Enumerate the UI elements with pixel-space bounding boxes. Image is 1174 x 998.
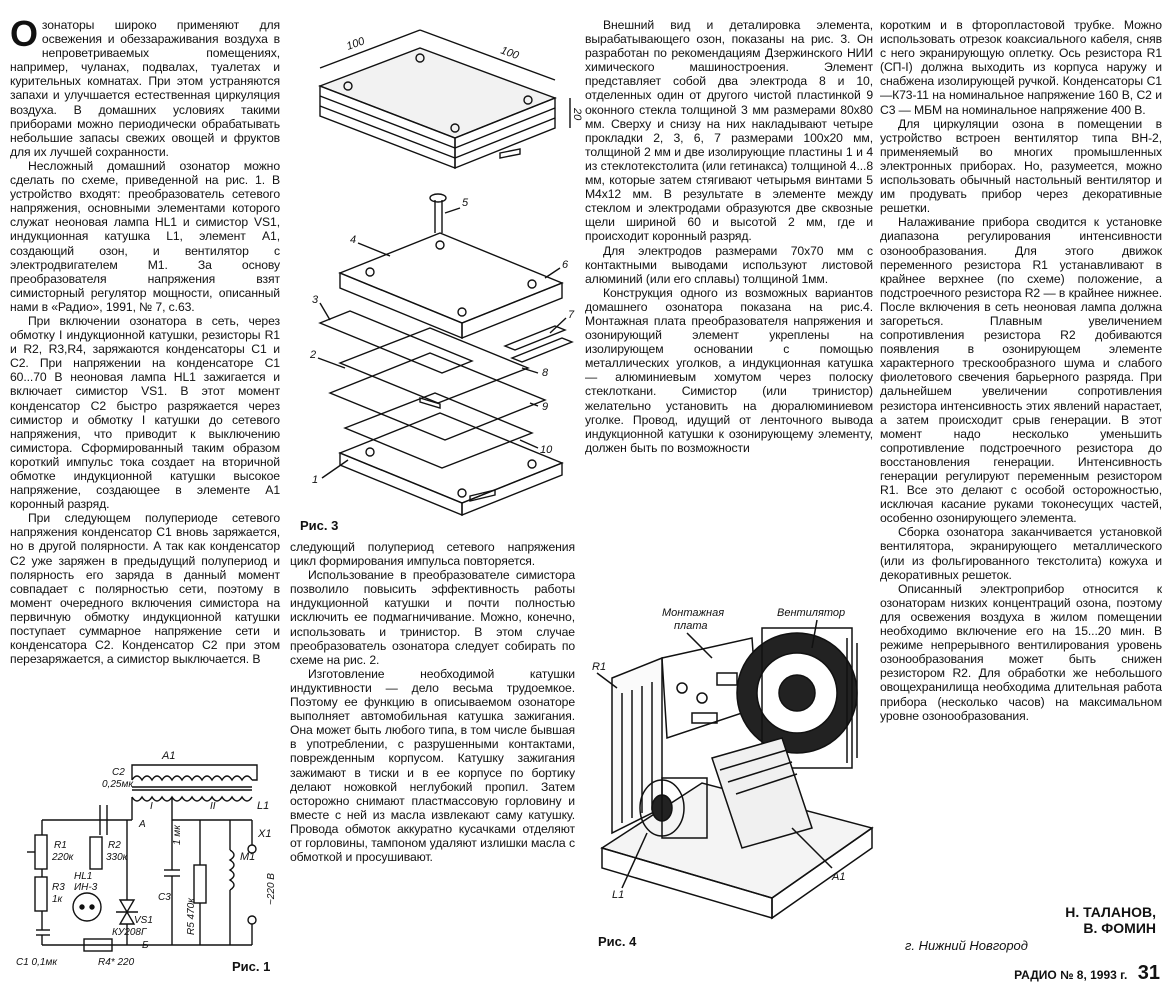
label-x1: X1 xyxy=(258,828,272,840)
part-4-label: 4 xyxy=(350,234,357,246)
paragraph: Озонаторы широко применяют для освежения и обеззараживания воздуха в непроветриваемых помещениях, например, чуланах, подвалах, туалетах и курительных комнатах. При этом устраняются запахи и улучшается естественная циркуляция воздуха. В домашних условиях такими приборами можно периодически обрабатывать небольшие запасы свежих овощей и фруктов для их лучшей сохранности. xyxy=(10,13,280,159)
part-10-label: 10 xyxy=(540,444,553,456)
part-8-label: 8 xyxy=(542,367,549,379)
label-mains-voltage: ~220 В xyxy=(266,873,277,905)
label-a1: A1 xyxy=(832,871,846,883)
dim-width: 100 xyxy=(498,44,521,63)
figure-4-device-drawing xyxy=(592,598,882,928)
label-c3-value: 1 мк xyxy=(172,825,183,845)
label-r1: R1 xyxy=(54,840,67,851)
journal-issue: РАДИО № 8, 1993 г. xyxy=(1014,968,1128,982)
drop-cap: О xyxy=(10,13,38,54)
article-column-3 xyxy=(585,18,873,455)
label-l1: L1 xyxy=(257,800,270,812)
figure-3-caption: Рис. 3 xyxy=(300,518,339,533)
label-r5: R5 470к xyxy=(186,898,197,935)
figure-1-schematic xyxy=(12,745,287,970)
author-name: В. ФОМИН xyxy=(1083,920,1156,936)
paragraph: Несложный домашний озонатор можно сделать по схеме, приведенной на рис. 1. В устройство входят: преобразователь сетевого напряжения, основными элементами которого служат неоновая лампа HL1 и симистор VS1, индукционная катушка L1, элемент A1, создающий озон, и вентилятор с электродвигателем M1. За основу преобразователя напряжения взят симисторный регулятор мощности, описанный нами в «Радио», 1991, № 7, с.63. xyxy=(10,158,280,314)
paragraph: Описанный электроприбор относится к озонаторам низких концентраций озона, поэтому для освежения воздуха в жилом помещении необходимо включение его на 15...20 мин. В режиме непрерывного вентилирования уровень озонообразования может быть снижен резистором R2. Для обработки же небольшого овощехранилища необходима длительная работа прибора (несколько часов) на максимальном уровне озонообразования. xyxy=(880,581,1162,723)
figure-4-caption: Рис. 4 xyxy=(598,934,637,949)
part-9-label: 9 xyxy=(542,401,549,413)
label-winding-1: I xyxy=(150,801,153,812)
label-winding-2: II xyxy=(210,801,216,812)
page-footer xyxy=(1014,962,1160,985)
label-r1-value: 220к xyxy=(52,852,74,863)
author-name: Н. ТАЛАНОВ, xyxy=(1065,904,1156,920)
paragraph: Налаживание прибора сводится к установке диапазона регулирования интенсивности озонообразования. Для этого движок переменного резистора R1 устанавливают в крайнее верхнее (по схеме) положение, а подстроечного резистора R2 — в крайнее нижнее. После включения в сеть неоновая лампа должна загореться. Плавным увеличением сопротивления резистора R2 добиваются появления в озонирующем элементе характерного трескообразного шума и слабого фиолетового свечения барьерного разряда. При дальнейшем увеличении сопротивления резистора интенсивность этих явлений нарастает, а затем происходит срыв генерации. В этот момент надо несколько уменьшить сопротивление подстроечного резистора до восстановления генерации. Интенсивность генерации регулируют переменным резистором R1. Все это делают с особой осторожностью, исключая касание руками токонесущих частей, особенно озонирующего элемента. xyxy=(880,215,1162,526)
paragraph: При следующем полупериоде сетевого напряжения конденсатор C1 вновь заряжается, но в другой полярности. А так как конденсатор C2 уже заряжен в предыдущий полупериод и полярность его заряда в данный момент совпадает с полярностью сети, поэтому в момент очередного включения симистора на первичную обмотку индукционной катушки поступает суммарное напряжение сети и конденсатора C2. Конденсатор C2 при этом перезаряжается, а симистор выключается. В xyxy=(10,511,280,667)
part-2-label: 2 xyxy=(310,349,317,361)
paragraph: Внешний вид и деталировка элемента, вырабатывающего озон, показаны на рис. 3. Он разработан по рекомендациям Дзержинского НИИ химического машиностроения. Элемент представляет собой два электрода 8 и 10, отделенных один от другого чистой пластинкой 9 оконного стекла толщиной 3 мм размерами 80x80 мм. Сверху и снизу на них накладывают четыре прокладки 2, 3, 6, 7 размерами 100x20 мм, толщиной 2 мм и две изолирующие пластины 1 и 4 из стеклотекстолита (или гетинакса) толщиной 4...8 мм, которые затем стягивают четырьмя винтами 5 М4x12 мм. В результате в элементе между стеклом и электродами образуются две сквозные щели шириной 60 и высотой 2 мм, где и происходит коронный разряд. xyxy=(585,18,873,244)
label-c1: C1 0,1мк xyxy=(16,957,58,968)
page-number: 31 xyxy=(1137,962,1160,984)
label-node-a: А xyxy=(139,819,146,830)
label-c3: C3 xyxy=(158,892,171,903)
paragraph: следующий полупериод сетевого напряжения цикл формирования импульса повторяется. xyxy=(290,540,575,569)
label-l1: L1 xyxy=(612,889,625,901)
part-6-label: 6 xyxy=(562,259,569,271)
figure-1-caption: Рис. 1 xyxy=(232,959,271,974)
paragraph: Для циркуляции озона в помещении в устройство встроен вентилятор типа ВН-2, применяемый во многих промышленных электронных приборах. Но, разумеется, можно использовать обычный настольный вентилятор и им продувать прибор через декоративные решетки. xyxy=(880,116,1162,216)
paragraph: Конструкция одного из возможных вариантов домашнего озонатора показана на рис.4. Монтажная плата преобразователя напряжения и озонирующий элемент укреплены на изолирующем основании с помощью металлических уголков, а индукционная катушка — алюминиевым хомутом через полоску стеклоткани. Симистор (или тринистор) желательно установить на дюралюминиевом уголке. Провод, идущий от ленточного вывода индукционной катушки к озонирующему элементу, должен быть по возможности xyxy=(585,285,873,455)
author-city: г. Нижний Новгород xyxy=(905,938,1028,953)
figure-3-exploded-view xyxy=(300,28,588,516)
article-column-2 xyxy=(290,540,575,864)
label-fan: Вентилятор xyxy=(777,607,846,619)
article-column-1 xyxy=(10,13,280,667)
paragraph: Использование в преобразователе симистора позволило повысить эффективность работы индукционной катушки и почти полностью исключить ее подмагничивание. Можно, конечно, использовать и тринистор. В этом случае преобразователь озонатора следует собирать по схеме на рис. 2. xyxy=(290,568,575,667)
dim-height: 20 xyxy=(571,108,583,121)
paragraph: При включении озонатора в сеть, через обмотку I индукционной катушки, резисторы R1 и R2, R3,R4, заряжаются конденсаторы C1 и C2. При напряжении на конденсаторе C1 60...70 В неоновая лампа HL1 зажигается и включает симистор VS1. В этот момент конденсатор C2 быстро разряжается через симистор и обмотку I катушки до сетевого напряжения, что приводит к выключению симистора. Сформированный таким образом короткий импульс тока создает на вторичной обмотке индукционной катушки высокое напряжение, создающее в элементе A1 коронный разряд. xyxy=(10,313,280,512)
dim-length: 100 xyxy=(344,35,367,53)
label-r2-value: 330к xyxy=(106,852,128,863)
label-m1: M1 xyxy=(240,851,256,863)
part-3-label: 3 xyxy=(312,294,319,306)
label-hl1-type: ИН-3 xyxy=(74,882,98,893)
paragraph: Сборка озонатора заканчивается установкой вентилятора, экранирующего металлического (или из фольгированного текстолита) кожуха и декоративных решеток. xyxy=(880,525,1162,582)
label-node-b: Б xyxy=(142,940,149,951)
paragraph: Для электродов размерами 70x70 мм с контактными выводами используют листовой алюминий (или его сплавы) толщиной 1мм. xyxy=(585,243,873,286)
label-board-line-2: плата xyxy=(674,620,708,632)
label-r4: R4* 220 xyxy=(98,957,135,968)
paragraph: коротким и в фторопластовой трубке. Можно использовать отрезок коаксиального кабеля, сняв с него экранирующую оплетку. Ось резистора R1 (СП-I) должна выходить из корпуса наружу и снабжена изолирующей ручкой. Конденсаторы C1—К73-11 на номинальное напряжение 160 В, C2 и C3 — МБМ на номинальное напряжение 400 В. xyxy=(880,18,1162,117)
label-r1: R1 xyxy=(592,661,607,673)
part-5-label: 5 xyxy=(462,197,469,209)
label-r3: R3 xyxy=(52,882,65,893)
article-column-4 xyxy=(880,18,1162,723)
part-1-label: 1 xyxy=(312,474,319,486)
label-r3-value: 1к xyxy=(52,894,63,905)
paragraph: Изготовление необходимой катушки индуктивности — дело весьма трудоемкое. Поэтому ее функцию в описываемом озонаторе выполняет автомобильная катушка зажигания. Она может быть любого типа, в том числе бывшая в употреблении, с разрушенными контактами, поврежденным корпусом. Катушку зажигания зажимают в тиски и в ее корпусе по бортику делают ножовкой неглубокий пропил. Затем осторожно снимают пластмассовую горловину и вместе с ней из масла извлекают саму катушку. Провода обмоток аккуратно кусачками отделяют от горловины, тампоном удаляют излишки масла с обмоткой и просушивают. xyxy=(290,666,575,865)
label-a1: A1 xyxy=(162,750,176,762)
label-hl1: HL1 xyxy=(74,871,93,882)
label-board-line-1: Монтажная xyxy=(662,607,725,619)
label-vs1-type: КУ208Г xyxy=(112,927,147,938)
label-c2: C2 xyxy=(112,767,125,778)
label-r2: R2 xyxy=(108,840,121,851)
part-7-label: 7 xyxy=(568,309,575,321)
label-c2-value: 0,25мк xyxy=(102,779,134,790)
label-vs1: VS1 xyxy=(134,915,153,926)
